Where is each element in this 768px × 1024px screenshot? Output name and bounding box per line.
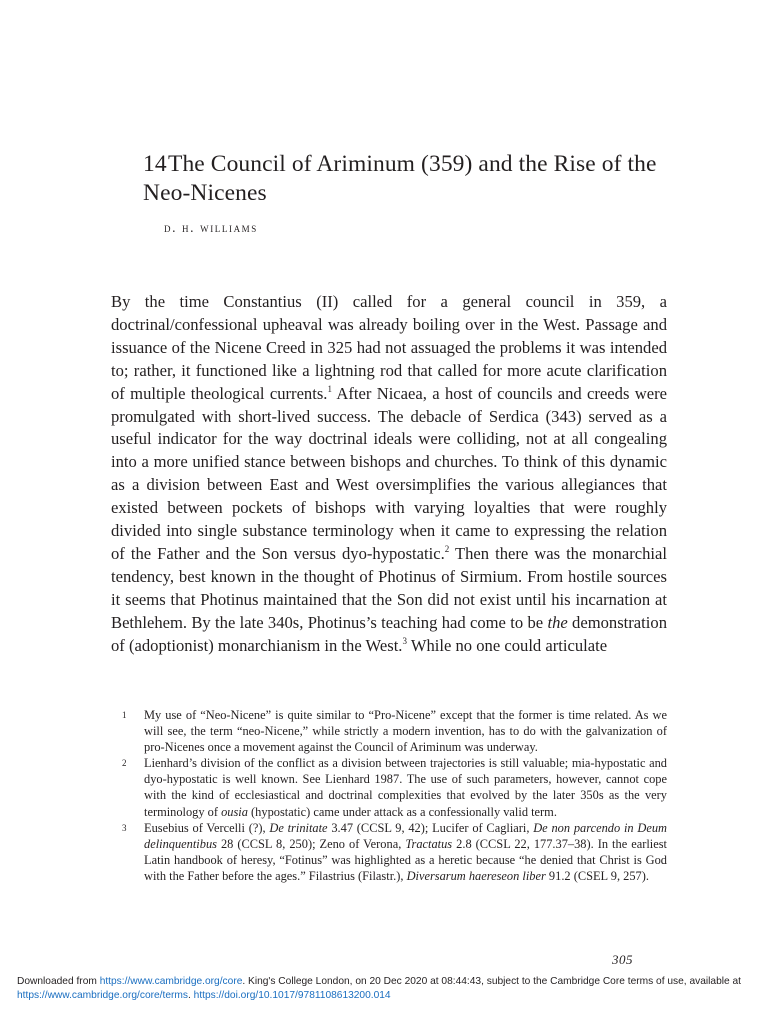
download-notice bbox=[17, 975, 753, 1003]
chapter-heading bbox=[143, 150, 683, 236]
footnotes bbox=[122, 707, 667, 884]
footnote-mark: 1 bbox=[122, 710, 127, 720]
footnote bbox=[122, 820, 667, 884]
chapter-author: d. h. williams bbox=[164, 220, 258, 235]
footnote-text: Lienhard’s division of the conflict as a division between trajectories is still valuable; mia-hypostatic and dyo-hypostatic is well known. See Lienhard 1987. The use of such parameters, however, cannot cope with the kind of ecclesiastical and doctrinal complexities that evolved by the later 350s as the very terminology of bbox=[144, 756, 667, 819]
footnote-emphasis: De trinitate bbox=[269, 820, 328, 835]
footnote-mark: 3 bbox=[122, 822, 127, 833]
footnote-text: 28 (CCSL 8, 250); Zeno of Verona, bbox=[216, 836, 406, 851]
notice-separator: . bbox=[187, 990, 194, 1001]
cambridge-core-link[interactable]: https://www.cambridge.org/core bbox=[99, 976, 243, 987]
footnote-emphasis: Tractatus bbox=[405, 836, 453, 851]
body-text-segment: By the time Constantius (II) called for a general council in 359, a doctrinal/confessional upheaval was already boiling over in the West. Passage and issuance of the Nicene Creed in 325 had not assuaged the problems it was intended to; rather, it functioned like a lightning rod that called for more acute clarification of multiple theological currents. bbox=[111, 292, 667, 403]
footnote-emphasis: ousia bbox=[221, 804, 248, 819]
footnote-reference[interactable]: 2 bbox=[444, 543, 450, 554]
footnote-emphasis: De non parcendo in Deum delinquentibus bbox=[144, 820, 667, 851]
footnote-emphasis: Diversarum haereseon liber bbox=[406, 868, 546, 883]
body-text-segment: After Nicaea, a host of councils and creeds were promulgated with short-lived success. The debacle of Serdica (343) served as a useful indicator for the way doctrinal ideals were colliding, not at all congealing into a more unified stance between bishops and churches. To think of this dynamic as a division between East and West oversimplifies the various allegiances that existed between pockets of bishops with varying loyalties that were roughly divided into single substance terminology when it came to expressing the relation of the Father and the Son versus dyo-hypostatic. bbox=[111, 383, 667, 563]
footnote bbox=[122, 707, 667, 755]
notice-text: Downloaded from bbox=[17, 976, 100, 987]
footnote bbox=[122, 755, 667, 819]
footnote-text: 3.47 (CCSL 9, 42); Lucifer of Cagliari, bbox=[327, 820, 534, 835]
footnote-text: Eusebius of Vercelli (?), bbox=[144, 820, 270, 835]
chapter-title bbox=[143, 150, 683, 208]
page-number: 305 bbox=[612, 952, 633, 967]
terms-link[interactable]: https://www.cambridge.org/core/terms bbox=[17, 990, 188, 1001]
doi-link[interactable]: https://doi.org/10.1017/9781108613200.014 bbox=[193, 990, 391, 1001]
chapter-title-text: The Council of Ariminum (359) and the Rise of the Neo-Nicenes bbox=[143, 151, 657, 206]
footnote-text: (hypostatic) came under attack as a confessionally valid term. bbox=[247, 804, 557, 819]
emphasis-text: the bbox=[547, 612, 568, 632]
body-text-segment: Then there was the monarchial tendency, best known in the thought of Photinus of Sirmium. From hostile sources it seems that Photinus maintained that the Son did not exist until his incarnation at Bethlehem. By the late 340s, Photinus’s teaching had come to be bbox=[111, 543, 667, 632]
body-text-segment: While no one could articulate bbox=[406, 635, 608, 655]
footnote-reference[interactable]: 3 bbox=[402, 635, 407, 646]
notice-text: . King's College London, on 20 Dec 2020 at 08:44:43, subject to the Cambridge Core terms of use, available at bbox=[242, 976, 741, 987]
footnote-mark: 2 bbox=[122, 758, 127, 769]
footnote-text: My use of “Neo-Nicene” is quite similar to “Pro-Nicene” except that the former is time related. As we will see, the term “neo-Nicene,” while strictly a modern invention, has to do with the galvanization of pro-Nicenes once a movement against the Council of Ariminum was underway. bbox=[144, 708, 667, 755]
footnote-text: 2.8 (CCSL 22, 177.37–38). In the earliest Latin handbook of heresy, “Fotinus” was highlighted as a heretic because “he denied that Christ is God with the Father before the ages.” Filastrius (Filastr.), bbox=[144, 836, 667, 883]
footnote-text: 91.2 (CSEL 9, 257). bbox=[545, 868, 649, 883]
footnote-reference[interactable]: 1 bbox=[327, 383, 332, 394]
body-paragraph bbox=[111, 291, 667, 658]
body-text-segment: demonstration of (adoptionist) monarchianism in the West. bbox=[111, 612, 667, 655]
chapter-number: 14 bbox=[143, 151, 167, 177]
